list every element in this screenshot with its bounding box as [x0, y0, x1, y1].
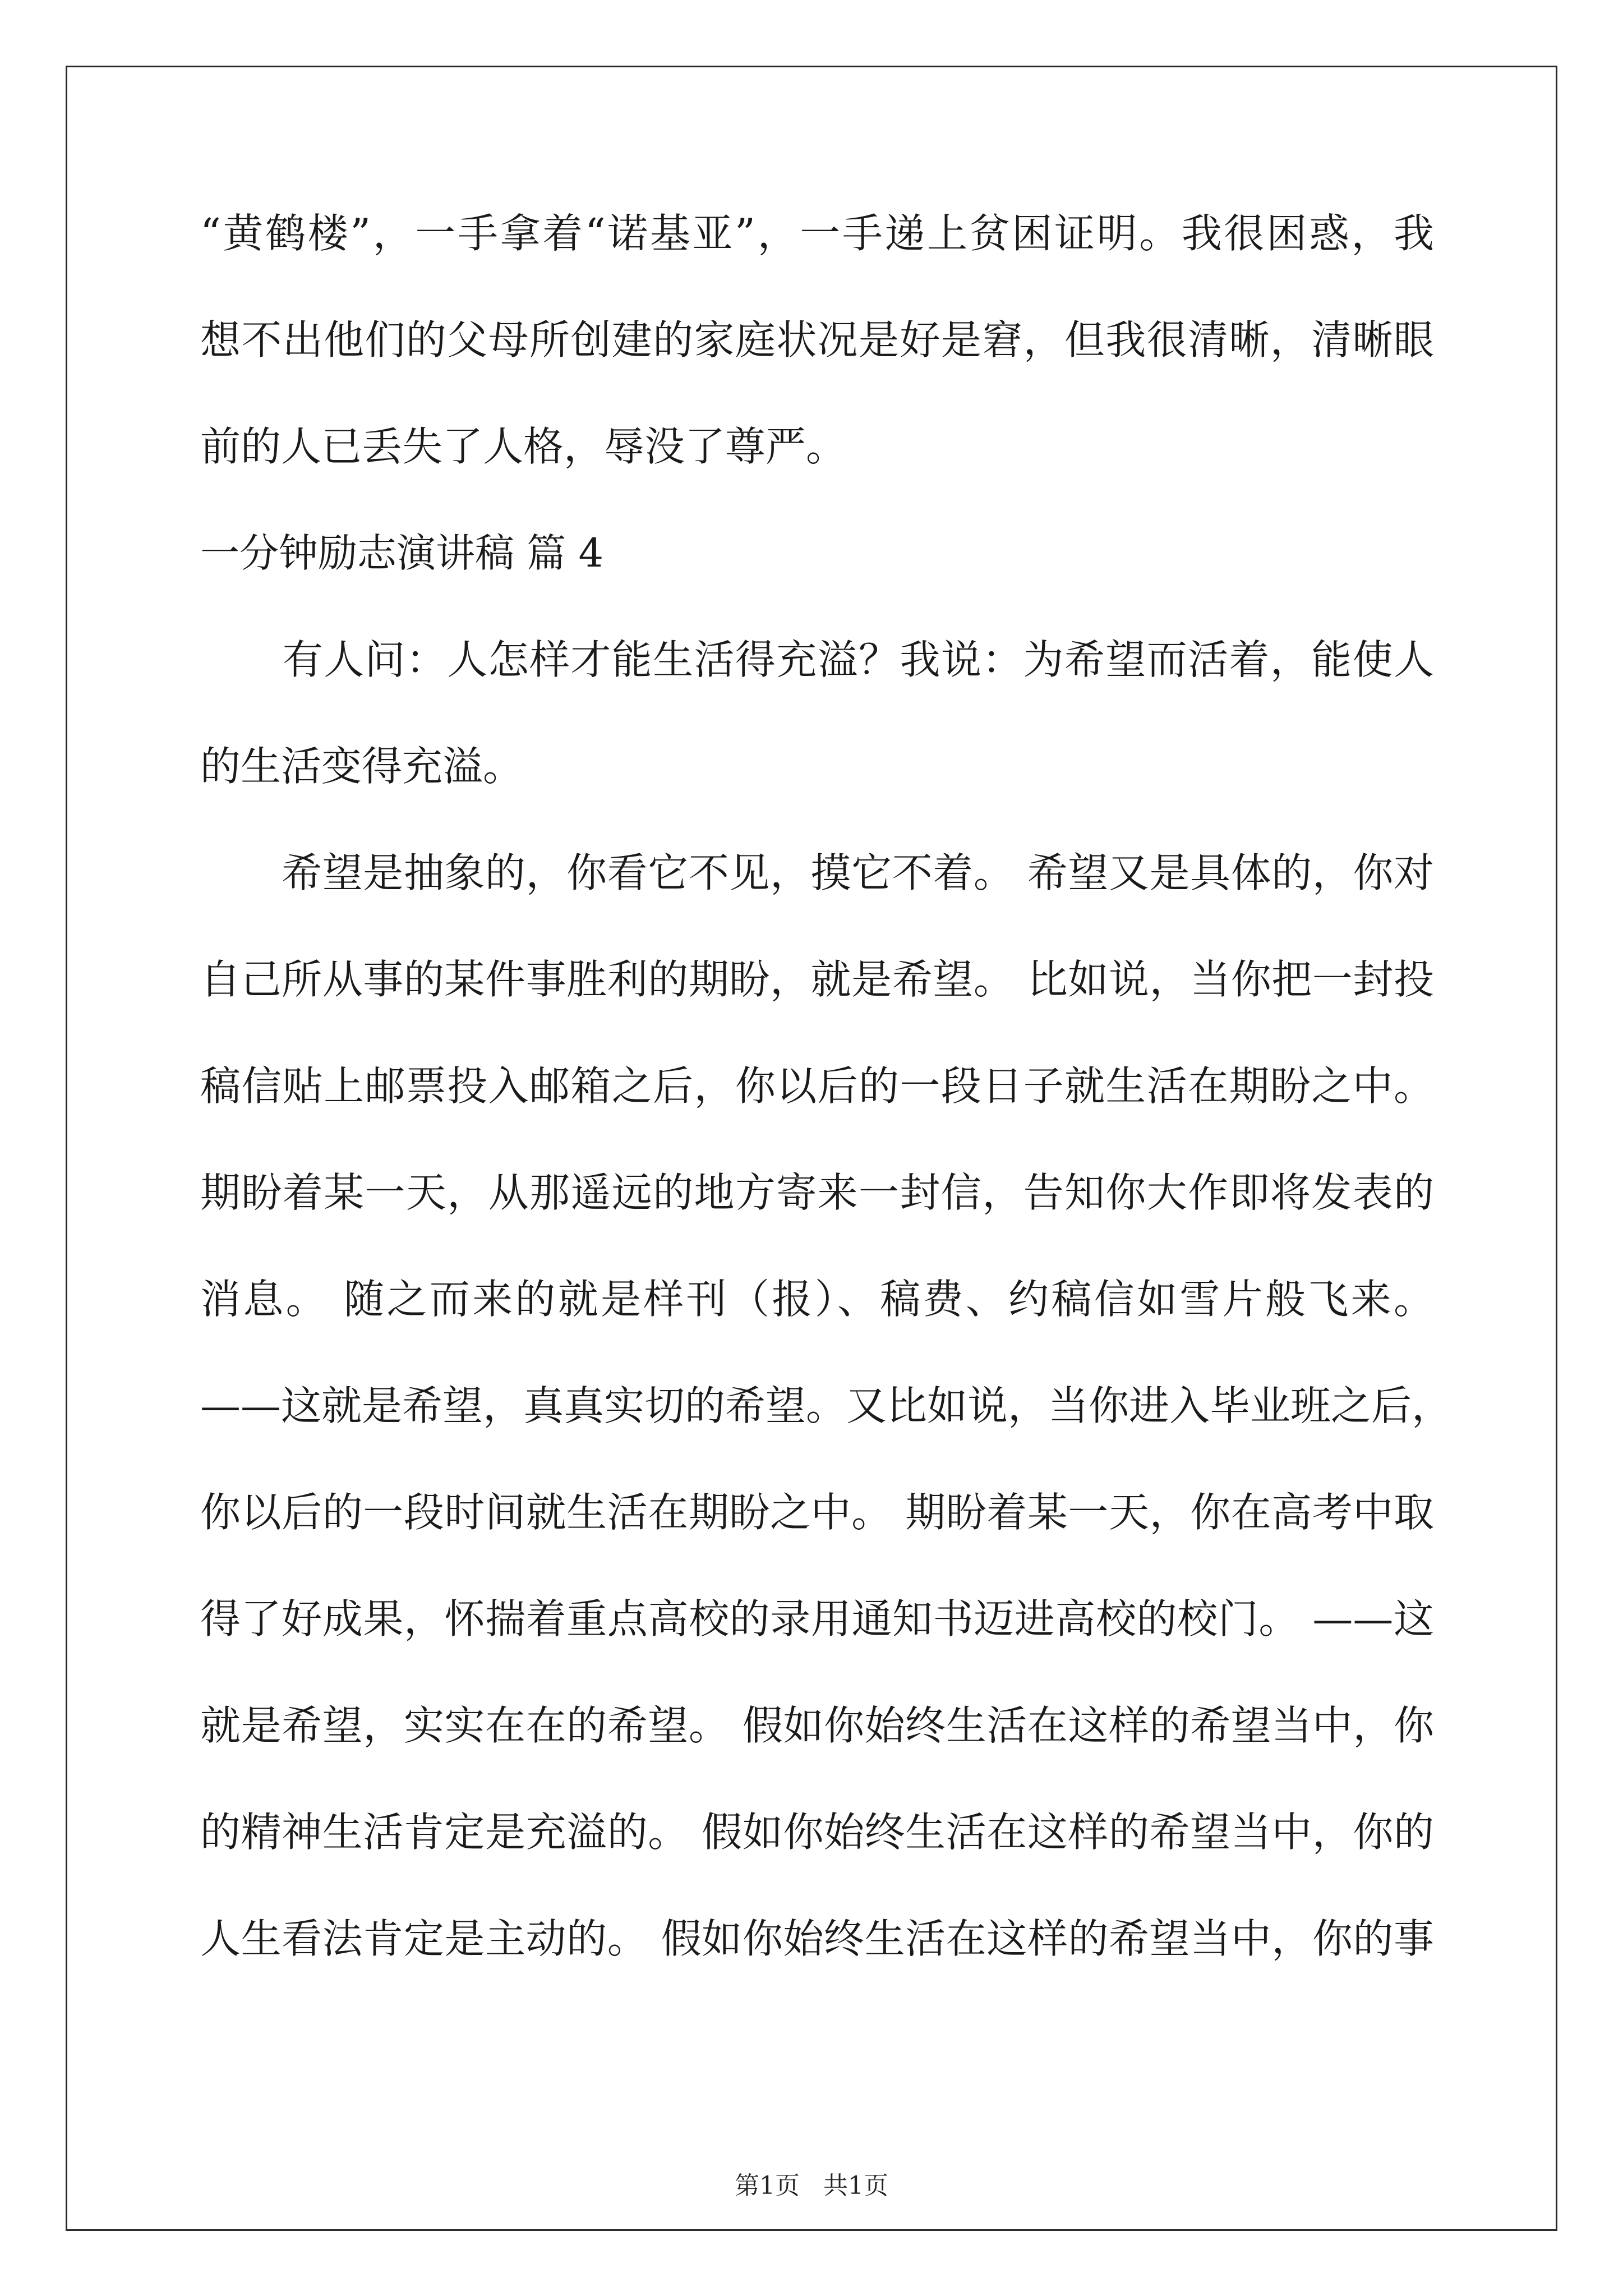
text-line-10: 期盼着某一天，从那遥远的地方寄来一封信，告知你大作即将发表的	[200, 1169, 1434, 1216]
text-line-7: 希望是抽象的，你看它不见，摸它不着。 希望又是具体的，你对	[200, 849, 1434, 896]
document-body	[200, 210, 1453, 2025]
page-footer	[0, 2165, 1623, 2201]
text-line-12: ——这就是希望，真真实切的希望。又比如说，当你进入毕业班之后，	[200, 1382, 1453, 1429]
text-line-3: 前的人已丢失了人格，辱没了尊严。	[200, 423, 847, 470]
text-line-16: 的精神生活肯定是充溢的。 假如你始终生活在这样的希望当中，你的	[200, 1809, 1434, 1856]
text-line-15: 就是希望，实实在在的希望。 假如你始终生活在这样的希望当中，你	[200, 1702, 1434, 1749]
text-line-1: “黄鹤楼”，一手拿着“诺基亚”，一手递上贫困证明。我很困惑，我	[200, 210, 1434, 257]
text-line-2: 想不出他们的父母所创建的家庭状况是好是窘，但我很清晰，清晰眼	[200, 316, 1434, 364]
text-line-8: 自己所从事的某件事胜利的期盼，就是希望。 比如说，当你把一封投	[200, 956, 1434, 1003]
text-line-5: 有人问：人怎样才能生活得充溢？我说：为希望而活着，能使人	[200, 636, 1434, 683]
total-pages: 共1页	[823, 2171, 888, 2200]
text-line-13: 你以后的一段时间就生活在期盼之中。 期盼着某一天，你在高考中取	[200, 1489, 1434, 1536]
page-number: 第1页	[735, 2171, 800, 2200]
section-heading: 一分钟励志演讲稿 篇 4	[200, 530, 604, 576]
text-line-9: 稿信贴上邮票投入邮箱之后，你以后的一段日子就生活在期盼之中。	[200, 1062, 1434, 1110]
text-line-11: 消息。 随之而来的就是样刊（报）、稿费、约稿信如雪片般飞来。	[200, 1276, 1434, 1323]
text-line-6: 的生活变得充溢。	[200, 743, 524, 790]
text-line-14: 得了好成果，怀揣着重点高校的录用通知书迈进高校的校门。 ——这	[200, 1595, 1434, 1642]
text-line-17: 人生看法肯定是主动的。 假如你始终生活在这样的希望当中，你的事	[200, 1915, 1434, 1962]
